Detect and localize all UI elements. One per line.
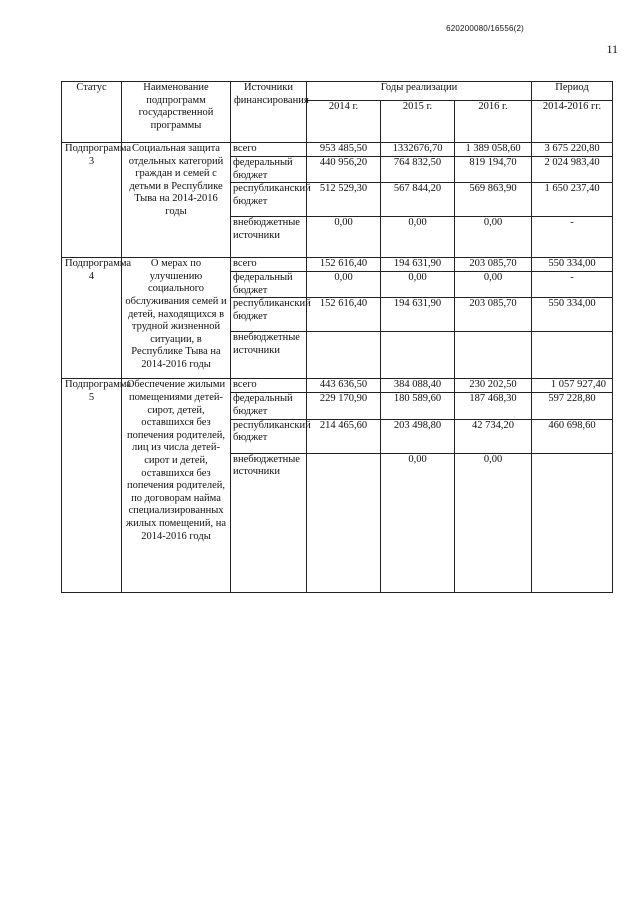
funding-source: республиканский бюджет xyxy=(231,298,307,332)
value-period: 3 675 220,80 xyxy=(532,143,613,157)
value-2014: 953 485,50 xyxy=(307,143,381,157)
value-period: 2 024 983,40 xyxy=(532,157,613,183)
value-2016: 42 734,20 xyxy=(455,419,532,453)
value-2016: 569 863,90 xyxy=(455,183,532,217)
value-period xyxy=(532,332,613,379)
value-period: 550 334,00 xyxy=(532,298,613,332)
value-2016: 203 085,70 xyxy=(455,258,532,272)
header-2015: 2015 г. xyxy=(381,101,455,143)
value-2014: 0,00 xyxy=(307,217,381,258)
funding-source: внебюджетные источники xyxy=(231,332,307,379)
subprogram-status: Подпрограмма 3 xyxy=(62,143,122,258)
value-2014: 512 529,30 xyxy=(307,183,381,217)
value-2015: 194 631,90 xyxy=(381,298,455,332)
financing-table xyxy=(61,81,613,593)
funding-source: федеральный бюджет xyxy=(231,393,307,419)
value-2014: 0,00 xyxy=(307,272,381,298)
table-row xyxy=(62,143,613,157)
value-2016: 819 194,70 xyxy=(455,157,532,183)
value-2015: 194 631,90 xyxy=(381,258,455,272)
header-years: Годы реализации xyxy=(307,82,532,101)
value-2014: 152 616,40 xyxy=(307,258,381,272)
funding-source: федеральный бюджет xyxy=(231,157,307,183)
value-2016: 0,00 xyxy=(455,453,532,592)
value-2014 xyxy=(307,332,381,379)
value-2015: 764 832,50 xyxy=(381,157,455,183)
value-2015: 567 844,20 xyxy=(381,183,455,217)
value-2016: 0,00 xyxy=(455,272,532,298)
value-2015: 384 088,40 xyxy=(381,379,455,393)
value-2015: 180 589,60 xyxy=(381,393,455,419)
value-period: 550 334,00 xyxy=(532,258,613,272)
header-2014: 2014 г. xyxy=(307,101,381,143)
value-2016: 187 468,30 xyxy=(455,393,532,419)
funding-source: республиканский бюджет xyxy=(231,419,307,453)
subprogram-name: Социальная защита отдельных категорий граждан и семей с детьми в Республике Тыва на 2014-2016 годы xyxy=(122,143,231,258)
value-2016: 203 085,70 xyxy=(455,298,532,332)
value-period: - xyxy=(532,272,613,298)
funding-source: всего xyxy=(231,143,307,157)
value-2016 xyxy=(455,332,532,379)
value-2014: 440 956,20 xyxy=(307,157,381,183)
value-2014: 443 636,50 xyxy=(307,379,381,393)
value-period: 460 698,60 xyxy=(532,419,613,453)
value-2014: 152 616,40 xyxy=(307,298,381,332)
value-2015: 0,00 xyxy=(381,453,455,592)
subprogram-name: Обеспечение жилыми помещениями детей-сирот, детей, оставшихся без попечения родителей, лиц из числа детей-сирот и детей, оставшихся без попечения родителей, по договорам найма специализированных жилых помещений, на 2014-2016 годы xyxy=(122,379,231,592)
value-period: 597 228,80 xyxy=(532,393,613,419)
funding-source: внебюджетные источники xyxy=(231,217,307,258)
table-row xyxy=(62,258,613,272)
value-2016: 1 389 058,60 xyxy=(455,143,532,157)
value-2015: 0,00 xyxy=(381,217,455,258)
value-period: 1 650 237,40 xyxy=(532,183,613,217)
value-2016: 230 202,50 xyxy=(455,379,532,393)
header-period: 2014-2016 гг. xyxy=(532,101,613,143)
header-funding-sources: Источники финансирования xyxy=(231,82,307,143)
subprogram-name: О мерах по улучшению социального обслуживания семей и детей, находящихся в трудной жизненной ситуации, в Республике Тыва на 2014-2016 годы xyxy=(122,258,231,379)
value-2014: 214 465,60 xyxy=(307,419,381,453)
value-period: 1 057 927,40 xyxy=(532,379,613,393)
value-2015 xyxy=(381,332,455,379)
header-period-group: Период xyxy=(532,82,613,101)
document-code: 620200080/16556(2) xyxy=(446,24,524,33)
table-row xyxy=(62,379,613,393)
value-2015: 1332676,70 xyxy=(381,143,455,157)
funding-source: внебюджетные источники xyxy=(231,453,307,592)
header-status: Статус xyxy=(62,82,122,143)
subprogram-status: Подпрограмма 4 xyxy=(62,258,122,379)
funding-source: федеральный бюджет xyxy=(231,272,307,298)
value-2015: 203 498,80 xyxy=(381,419,455,453)
value-2015: 0,00 xyxy=(381,272,455,298)
value-2014: 229 170,90 xyxy=(307,393,381,419)
funding-source: всего xyxy=(231,258,307,272)
value-2014 xyxy=(307,453,381,592)
value-period xyxy=(532,453,613,592)
page-number: 11 xyxy=(606,42,618,56)
funding-source: всего xyxy=(231,379,307,393)
header-2016: 2016 г. xyxy=(455,101,532,143)
value-2016: 0,00 xyxy=(455,217,532,258)
subprogram-status: Подпрограмма 5 xyxy=(62,379,122,592)
funding-source: республиканский бюджет xyxy=(231,183,307,217)
value-period: - xyxy=(532,217,613,258)
header-subprogram-name: Наименование подпрограмм государственной программы xyxy=(122,82,231,143)
